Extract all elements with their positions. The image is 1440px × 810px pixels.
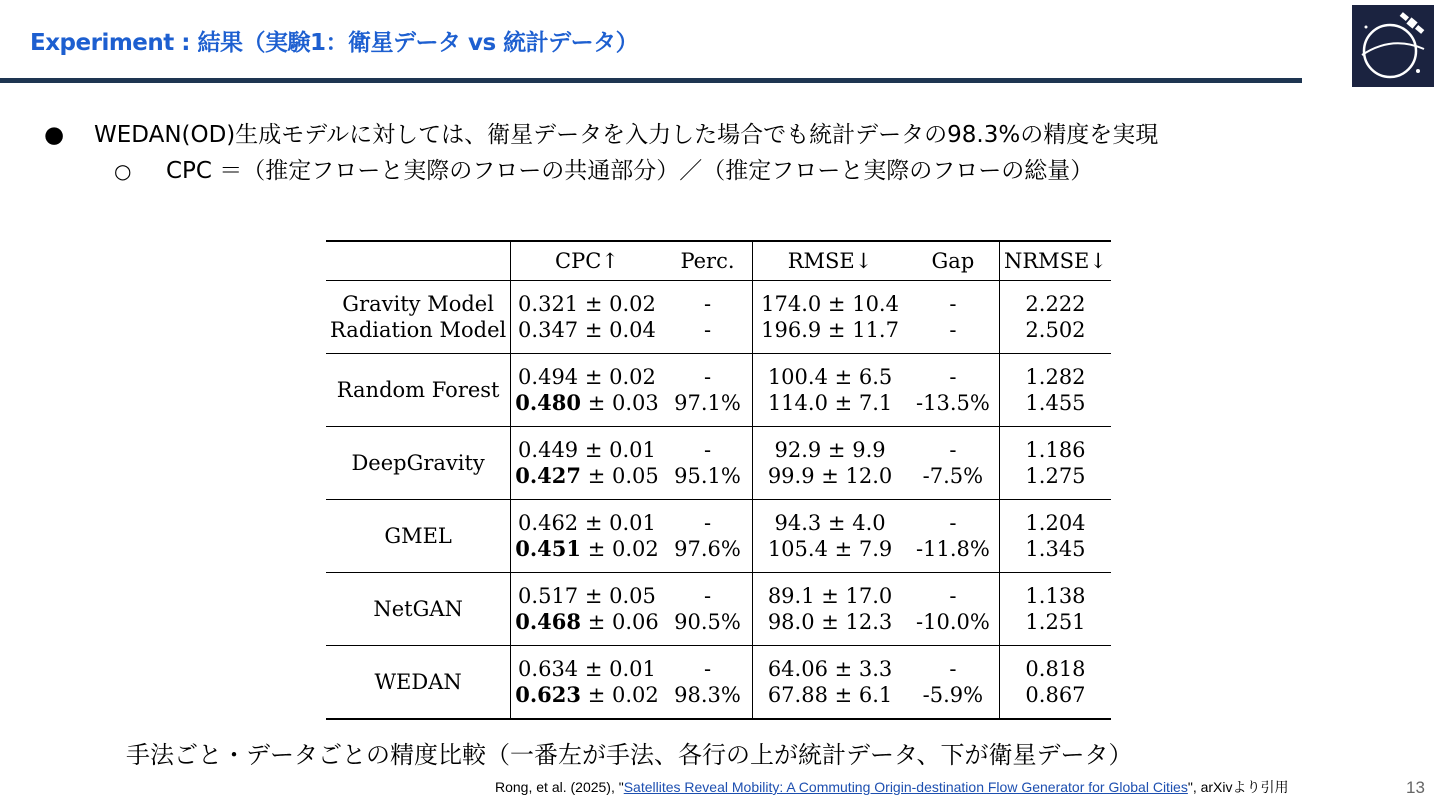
bullet-marker: ● [44, 122, 65, 148]
rmse-cell: 89.1 ± 17.0 [753, 573, 907, 610]
gap-cell: - [949, 438, 957, 462]
cpc-value: 0.623 [515, 682, 581, 707]
results-table [326, 240, 1111, 720]
rmse-cell: 174.0 ± 10.4 [753, 281, 907, 318]
gap-cell: - [949, 365, 957, 389]
gap-cell: -5.9% [907, 682, 1000, 719]
cpc-cell [511, 646, 663, 683]
rmse-cell: 196.9 ± 11.7 [753, 317, 907, 354]
cpc-value: 0.462 [518, 511, 579, 535]
sub-bullet-item [114, 152, 1093, 185]
bullet-text: WEDAN(OD)生成モデルに対しては、衛星データを入力した場合でも統計データの98.3%の精度を実現 [94, 122, 1159, 148]
table-row [326, 281, 1111, 318]
rmse-cell: 64.06 ± 3.3 [753, 646, 907, 683]
nrmse-cell: 1.138 [999, 573, 1111, 610]
rmse-cell: 99.9 ± 12.0 [753, 463, 907, 500]
cpc-cell [511, 500, 663, 537]
gap-cell: - [949, 292, 957, 316]
method-cell: DeepGravity [326, 427, 511, 500]
nrmse-cell: 2.502 [999, 317, 1111, 354]
challenge-logo [1352, 5, 1434, 87]
cpc-error: ± 0.02 [584, 365, 656, 389]
header-cpc: CPC↑ [511, 241, 663, 281]
method-cell: Radiation Model [326, 317, 511, 354]
bullet-item [44, 116, 1158, 149]
perc-cell: - [703, 365, 712, 389]
cpc-cell [511, 427, 663, 464]
table-header-row [326, 241, 1111, 281]
nrmse-cell: 1.186 [999, 427, 1111, 464]
perc-cell: 90.5% [663, 609, 753, 646]
gap-cell: - [949, 584, 957, 608]
satellite-logo-icon [1352, 5, 1434, 87]
cpc-error: ± 0.03 [587, 391, 659, 415]
rmse-cell: 92.9 ± 9.9 [753, 427, 907, 464]
page-number: 13 [1406, 778, 1425, 797]
cpc-value: 0.480 [515, 390, 581, 415]
rmse-cell: 105.4 ± 7.9 [753, 536, 907, 573]
gap-cell: - [949, 657, 957, 681]
table-row [326, 427, 1111, 464]
header-nrmse: NRMSE↓ [999, 241, 1111, 281]
cpc-value: 0.517 [518, 584, 579, 608]
header-gap: Gap [907, 241, 1000, 281]
nrmse-cell: 1.275 [999, 463, 1111, 500]
gap-cell: -10.0% [907, 609, 1000, 646]
rmse-cell: 98.0 ± 12.3 [753, 609, 907, 646]
header-method [326, 241, 511, 281]
table-row [326, 500, 1111, 537]
nrmse-cell: 1.251 [999, 609, 1111, 646]
nrmse-cell: 1.282 [999, 354, 1111, 391]
perc-cell: - [703, 438, 712, 462]
cpc-cell [511, 354, 663, 391]
cpc-error: ± 0.02 [587, 537, 659, 561]
nrmse-cell: 0.818 [999, 646, 1111, 683]
perc-cell: - [703, 511, 712, 535]
method-cell: Gravity Model [342, 292, 494, 316]
cpc-cell [511, 390, 663, 427]
table-row [326, 573, 1111, 610]
cpc-cell [511, 536, 663, 573]
perc-cell: - [703, 584, 712, 608]
gap-cell: -11.8% [907, 536, 1000, 573]
cpc-value: 0.468 [515, 609, 581, 634]
cpc-cell [511, 317, 663, 354]
perc-cell: 97.1% [663, 390, 753, 427]
cpc-cell [511, 682, 663, 719]
table-row [326, 317, 1111, 354]
rmse-cell: 67.88 ± 6.1 [753, 682, 907, 719]
gap-cell: -7.5% [907, 463, 1000, 500]
cpc-error: ± 0.04 [584, 318, 656, 342]
perc-cell: - [703, 292, 712, 316]
header-perc: Perc. [663, 241, 753, 281]
paper-link[interactable]: Satellites Reveal Mobility: A Commuting Origin-destination Flow Generator for Global Cities [623, 779, 1188, 795]
citation [495, 777, 1289, 797]
nrmse-cell: 1.455 [999, 390, 1111, 427]
rmse-cell: 94.3 ± 4.0 [753, 500, 907, 537]
perc-cell: - [703, 657, 712, 681]
table-caption: 手法ごと・データごとの精度比較（一番左が手法、各行の上が統計データ、下が衛星データ） [126, 741, 1133, 769]
cpc-value: 0.634 [518, 657, 579, 681]
gap-cell: - [907, 317, 1000, 354]
cpc-value: 0.427 [515, 463, 581, 488]
sub-bullet-marker: ○ [114, 159, 132, 183]
cpc-value: 0.451 [515, 536, 581, 561]
nrmse-cell: 1.204 [999, 500, 1111, 537]
gap-cell: - [949, 511, 957, 535]
table-row [326, 646, 1111, 683]
cpc-error: ± 0.02 [587, 683, 659, 707]
cpc-error: ± 0.05 [587, 464, 659, 488]
citation-prefix: Rong, et al. (2025), " [495, 779, 624, 795]
table-row [326, 354, 1111, 391]
perc-cell: - [663, 317, 753, 354]
cpc-error: ± 0.02 [584, 292, 656, 316]
method-cell: WEDAN [326, 646, 511, 720]
results-table-container [326, 240, 1111, 720]
cpc-cell [511, 573, 663, 610]
cpc-error: ± 0.01 [584, 511, 656, 535]
rmse-cell: 100.4 ± 6.5 [753, 354, 907, 391]
cpc-value: 0.494 [518, 365, 579, 389]
cpc-value: 0.347 [518, 318, 579, 342]
gap-cell: -13.5% [907, 390, 1000, 427]
cpc-value: 0.321 [518, 292, 579, 316]
citation-suffix: ", arXivより引用 [1187, 779, 1289, 795]
nrmse-cell: 0.867 [999, 682, 1111, 719]
slide-title: Experiment : 結果（実験1：衛星データ vs 統計データ） [30, 30, 639, 56]
cpc-error: ± 0.01 [584, 438, 656, 462]
title-divider [0, 78, 1302, 83]
method-cell: Random Forest [326, 354, 511, 427]
cpc-cell [511, 609, 663, 646]
cpc-cell [511, 463, 663, 500]
sub-bullet-text: CPC ＝（推定フローと実際のフローの共通部分）／（推定フローと実際のフローの総量） [166, 158, 1094, 184]
cpc-error: ± 0.01 [584, 657, 656, 681]
cpc-error: ± 0.05 [584, 584, 656, 608]
rmse-cell: 114.0 ± 7.1 [753, 390, 907, 427]
method-cell: NetGAN [326, 573, 511, 646]
perc-cell: 98.3% [663, 682, 753, 719]
perc-cell: 95.1% [663, 463, 753, 500]
nrmse-cell: 1.345 [999, 536, 1111, 573]
header-rmse: RMSE↓ [753, 241, 907, 281]
cpc-value: 0.449 [518, 438, 579, 462]
method-cell: GMEL [326, 500, 511, 573]
perc-cell: 97.6% [663, 536, 753, 573]
cpc-error: ± 0.06 [587, 610, 659, 634]
cpc-cell [511, 281, 663, 318]
nrmse-cell: 2.222 [999, 281, 1111, 318]
